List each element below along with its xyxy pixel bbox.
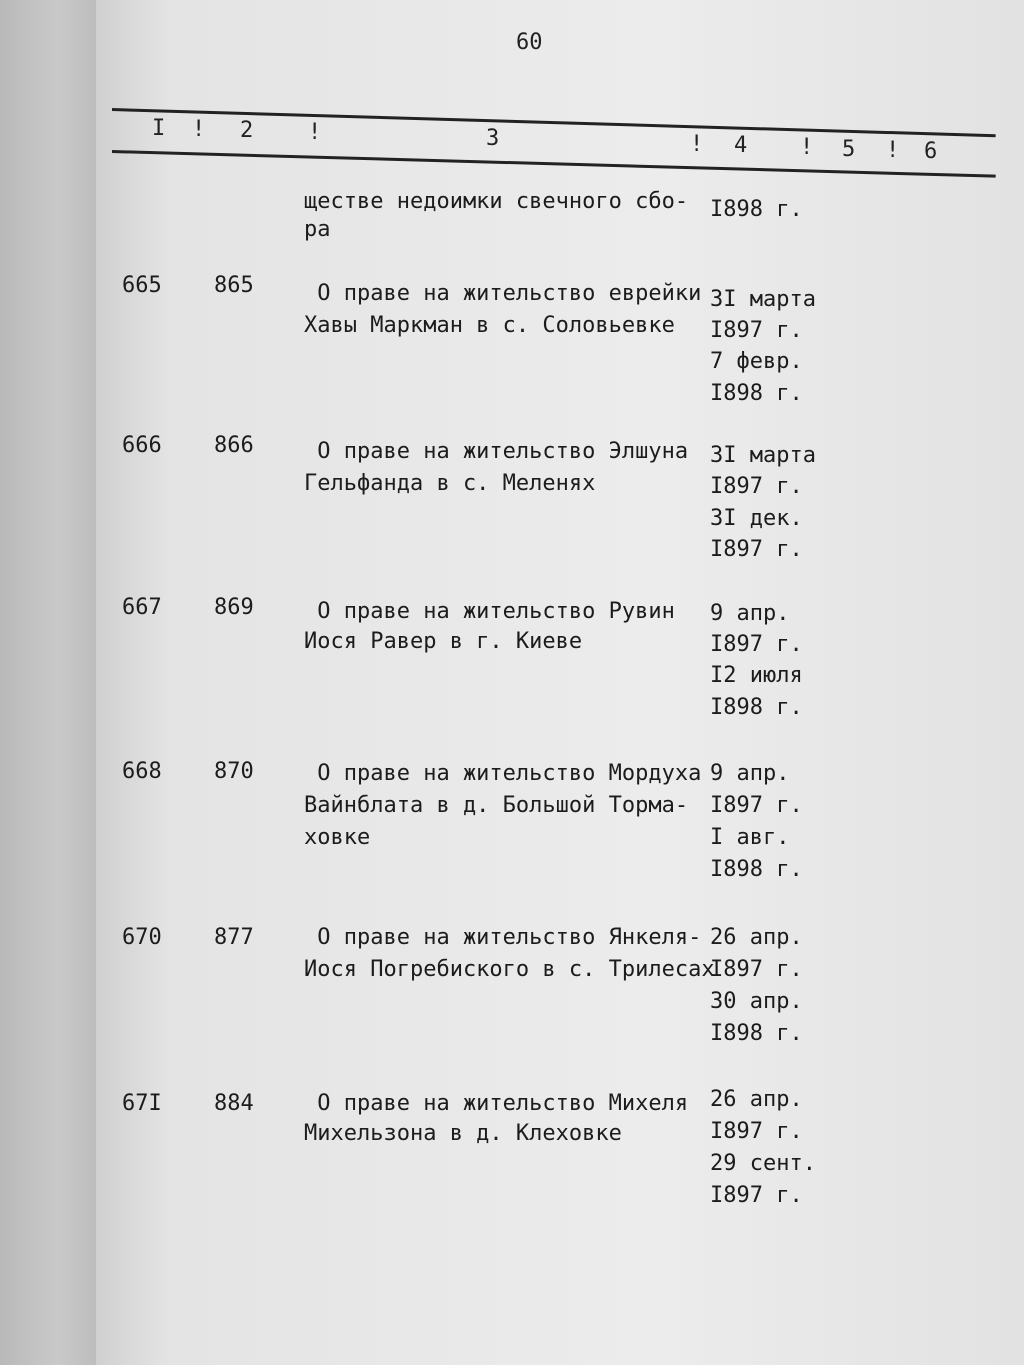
row-title-line: ществе недоимки свечного сбо- xyxy=(304,189,689,214)
row-date-line: 3I марта xyxy=(710,287,816,312)
row-title-line: Иося Погребиского в с. Трилесах xyxy=(304,957,715,982)
row-title-line: Иося Равер в г. Киеве xyxy=(304,629,583,654)
row-date-line: I897 г. xyxy=(710,1183,803,1208)
row-date-line: I897 г. xyxy=(710,474,803,499)
header-col-5: 5 xyxy=(842,137,856,162)
row-title-line: О праве на жительство Рувин xyxy=(304,599,675,624)
row-date-line: I897 г. xyxy=(710,957,803,982)
row-date-line: I898 г. xyxy=(710,695,803,720)
row-date-line: 26 апр. xyxy=(710,925,803,950)
row-date-line: 3I дек. xyxy=(710,506,803,531)
row-date-line: 7 февр. xyxy=(710,349,803,374)
row-date-line: I897 г. xyxy=(710,1119,803,1144)
row-date-line: 9 апр. xyxy=(710,601,790,626)
row-date-line: 26 апр. xyxy=(710,1087,803,1112)
row-number: 67I xyxy=(122,1091,162,1116)
header-separator: ! xyxy=(690,132,704,157)
row-title-line: Хавы Маркман в с. Соловьевке xyxy=(304,313,675,338)
row-file-number: 869 xyxy=(214,595,254,620)
row-number: 668 xyxy=(122,759,162,784)
header-separator: ! xyxy=(886,138,900,163)
row-title-line: О праве на жительство еврейки xyxy=(304,281,702,306)
row-number: 665 xyxy=(122,273,162,298)
row-file-number: 866 xyxy=(214,433,254,458)
row-title-line: ра xyxy=(304,217,331,242)
row-date-line: 30 апр. xyxy=(710,989,803,1014)
row-file-number: 877 xyxy=(214,925,254,950)
row-date-line: I898 г. xyxy=(710,381,803,406)
row-file-number: 865 xyxy=(214,273,254,298)
row-file-number: 870 xyxy=(214,759,254,784)
row-title-line: О праве на жительство Янкеля- xyxy=(304,925,702,950)
row-title-line: Гельфанда в с. Меленях xyxy=(304,471,596,496)
page-number: 60 xyxy=(516,30,543,55)
row-number: 667 xyxy=(122,595,162,620)
row-title-line: ховке xyxy=(304,825,371,850)
row-title-line: О праве на жительство Мордуха xyxy=(304,761,702,786)
row-date-line: I897 г. xyxy=(710,318,803,343)
row-number: 670 xyxy=(122,925,162,950)
row-title-line: О праве на жительство Михеля xyxy=(304,1091,689,1116)
row-title-line: Вайнблата в д. Большой Торма- xyxy=(304,793,689,818)
row-date-line: 9 апр. xyxy=(710,761,790,786)
row-title-line: О праве на жительство Элшуна xyxy=(304,439,689,464)
row-date-line: I898 г. xyxy=(710,197,803,222)
row-date-line: I897 г. xyxy=(710,537,803,562)
header-col-6: 6 xyxy=(924,139,938,164)
header-separator: ! xyxy=(192,117,206,142)
header-col-2: 2 xyxy=(240,118,254,143)
header-separator: ! xyxy=(800,135,814,160)
row-date-line: I897 г. xyxy=(710,632,803,657)
row-date-line: I898 г. xyxy=(710,1021,803,1046)
row-date-line: I897 г. xyxy=(710,793,803,818)
adjacent-page-edge xyxy=(0,0,96,1365)
header-col-4: 4 xyxy=(734,133,748,158)
header-col-3: 3 xyxy=(486,126,500,151)
row-date-line: I авг. xyxy=(710,825,790,850)
row-title-line: Михельзона в д. Клеховке xyxy=(304,1121,622,1146)
row-date-line: I898 г. xyxy=(710,857,803,882)
row-date-line: 3I марта xyxy=(710,443,816,468)
row-file-number: 884 xyxy=(214,1091,254,1116)
row-number: 666 xyxy=(122,433,162,458)
row-date-line: I2 июля xyxy=(710,663,803,688)
row-date-line: 29 сент. xyxy=(710,1151,816,1176)
header-col-1: I xyxy=(152,116,166,141)
header-separator: ! xyxy=(308,120,322,145)
